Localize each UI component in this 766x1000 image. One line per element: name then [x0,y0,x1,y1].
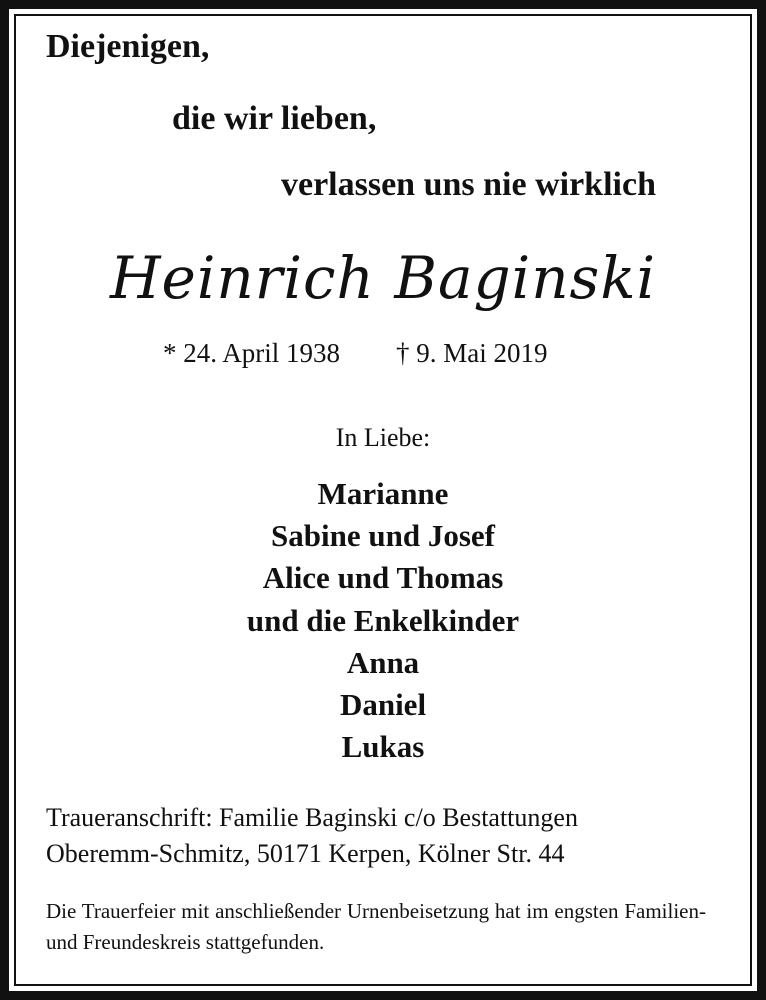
address-line-2: Oberemm-Schmitz, 50171 Kerpen, Kölner Str. 44 [46,839,565,868]
mourner-name: Daniel [339,687,427,723]
death-date: † 9. Mai 2019 [396,338,548,368]
funeral-note: Die Trauerfeier mit anschließender Urnenbeisetzung hat im engsten Familien- und Freundeskreis stattgefunden. [46,899,706,954]
mourning-address [46,800,578,872]
quote-line-3: verlassen uns nie wirklich [281,166,656,203]
address-line-1: Traueranschrift: Familie Baginski c/o Bestattungen [46,803,578,832]
quote-line-2: die wir lieben, [172,100,377,137]
mourners-list [0,473,766,768]
mourner-name: Lukas [341,729,425,765]
mourners-intro: In Liebe: [335,423,431,452]
mourner-name: Alice und Thomas [262,560,504,596]
life-dates [163,338,548,369]
mourner-name: Sabine und Josef [271,518,495,554]
deceased-name: Heinrich Baginski [109,244,657,312]
quote-line-1: Diejenigen, [46,28,210,65]
birth-date: * 24. April 1938 [163,338,341,368]
mourner-name: und die Enkelkinder [246,602,520,638]
mourner-name: Anna [346,644,420,680]
mourner-name: Marianne [317,476,449,511]
